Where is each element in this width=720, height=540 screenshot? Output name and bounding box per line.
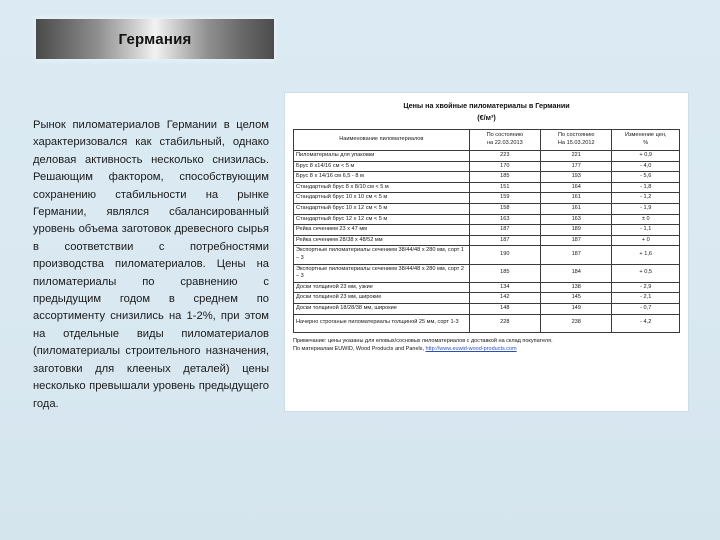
cell-2012: 187 xyxy=(541,246,612,264)
column-header-2012 xyxy=(541,130,612,151)
cell-2013: 159 xyxy=(469,193,540,204)
cell-change: - 5,6 xyxy=(612,172,680,183)
column-header-2013-line1: По состоянию xyxy=(486,132,524,139)
cell-change: + 0,5 xyxy=(612,264,680,282)
cell-name: Экспортные пиломатериалы сечением 38/44/48 x 280 мм, сорт 1 – 3 xyxy=(294,246,470,264)
cell-2012: 221 xyxy=(541,151,612,162)
cell-2013: 228 xyxy=(469,314,540,332)
cell-2013: 185 xyxy=(469,264,540,282)
table-row xyxy=(294,161,680,172)
cell-2013: 163 xyxy=(469,214,540,225)
cell-2013: 185 xyxy=(469,172,540,183)
cell-2012: 189 xyxy=(541,225,612,236)
table-row xyxy=(294,225,680,236)
price-table-panel xyxy=(285,93,688,411)
table-row xyxy=(294,314,680,332)
cell-change: - 4,2 xyxy=(612,314,680,332)
cell-2013: 151 xyxy=(469,182,540,193)
cell-2012: 145 xyxy=(541,293,612,304)
table-row xyxy=(294,264,680,282)
cell-change: + 1,6 xyxy=(612,246,680,264)
table-row xyxy=(294,235,680,246)
price-table xyxy=(293,129,680,333)
column-header-2013-line2: на 22.03.2013 xyxy=(486,140,523,146)
cell-2012: 193 xyxy=(541,172,612,183)
cell-2013: 158 xyxy=(469,203,540,214)
slide-title-banner xyxy=(36,19,274,59)
cell-name: Рейка сечением 28/38 x 48/52 мм xyxy=(294,235,470,246)
table-note xyxy=(293,337,680,354)
cell-2012: 149 xyxy=(541,303,612,314)
cell-name: Рейка сечением 23 x 47 мм xyxy=(294,225,470,236)
column-header-name xyxy=(294,130,470,151)
cell-2012: 184 xyxy=(541,264,612,282)
cell-change: + 0,9 xyxy=(612,151,680,162)
table-row xyxy=(294,303,680,314)
cell-2012: 161 xyxy=(541,203,612,214)
cell-2012: 164 xyxy=(541,182,612,193)
cell-change: - 2,1 xyxy=(612,293,680,304)
table-title-text: Цены на хвойные пиломатериалы в Германии xyxy=(403,101,570,110)
cell-2013: 170 xyxy=(469,161,540,172)
cell-name: Стандартный брус 8 x 8/10 см < 5 м xyxy=(294,182,470,193)
cell-name: Брус 8 x 14/16 см 6,5 - 8 м xyxy=(294,172,470,183)
column-header-change-line1: Изменение цен, xyxy=(624,132,667,139)
cell-name: Доски толщиной 23 мм, узкие xyxy=(294,282,470,293)
cell-change: - 2,9 xyxy=(612,282,680,293)
table-row xyxy=(294,151,680,162)
cell-2013: 223 xyxy=(469,151,540,162)
cell-2012: 187 xyxy=(541,235,612,246)
table-note-text: Примечание: цены указаны для еловых/сосновых пиломатериалов с доставкой на склад покупателя. xyxy=(293,337,553,344)
cell-name: Стандартный брус 10 x 12 см < 5 м xyxy=(294,203,470,214)
column-header-change-line2: % xyxy=(643,140,649,146)
table-row xyxy=(294,282,680,293)
cell-2013: 148 xyxy=(469,303,540,314)
column-header-change xyxy=(612,130,680,151)
table-row xyxy=(294,182,680,193)
table-source xyxy=(293,345,680,353)
table-title xyxy=(293,100,680,123)
cell-name: Брус 8 x14/16 см < 5 м xyxy=(294,161,470,172)
cell-change: ± 0 xyxy=(612,214,680,225)
cell-2013: 187 xyxy=(469,235,540,246)
cell-change: - 0,7 xyxy=(612,303,680,314)
cell-2012: 177 xyxy=(541,161,612,172)
cell-name: Доски толщиной 23 мм, широкие xyxy=(294,293,470,304)
cell-2013: 190 xyxy=(469,246,540,264)
cell-name: Доски толщиной 18/28/38 мм, широкие xyxy=(294,303,470,314)
cell-2012: 161 xyxy=(541,193,612,204)
table-row xyxy=(294,203,680,214)
table-header-row xyxy=(294,130,680,151)
column-header-2012-line1: По состоянию xyxy=(557,132,595,139)
cell-2013: 134 xyxy=(469,282,540,293)
cell-name: Пиломатериалы для упаковки xyxy=(294,151,470,162)
table-source-prefix: По материалам EUWID, Wood Products and Panels, xyxy=(293,345,426,352)
cell-change: - 1,8 xyxy=(612,182,680,193)
body-paragraph: Рынок пиломатериалов Германии в целом характеризовался как стабильный, однако деловая активность несколько снизилась. Решающим фактором, способствующим сохранению стабильности на рынке Германии, являлся сбалансированный уровень объема заготовок древесного сырья в соответствии с потребностями производства пиломатериалов. Цены на пиломатериалы по сравнению с предыдущим годом в среднем по ассортименту снизились на 1-2%, при этом на отдельные виды пиломатериалов (пиломатериалы строительного назначения, заготовки для клееных деталей) цены несколько превышали уровень предыдущего года. xyxy=(33,119,269,410)
table-row xyxy=(294,193,680,204)
table-row xyxy=(294,214,680,225)
column-header-name-line1: Наименование пиломатериалов xyxy=(339,136,424,143)
cell-change: - 1,1 xyxy=(612,225,680,236)
cell-2012: 238 xyxy=(541,314,612,332)
source-link[interactable]: http://www.euwid-wood-products.com xyxy=(425,345,517,352)
cell-name: Стандартный брус 10 x 10 см < 5 м xyxy=(294,193,470,204)
table-body xyxy=(294,151,680,333)
table-row xyxy=(294,172,680,183)
cell-2012: 163 xyxy=(541,214,612,225)
cell-change: - 1,9 xyxy=(612,203,680,214)
cell-change: + 0 xyxy=(612,235,680,246)
table-header xyxy=(294,130,680,151)
column-header-2012-line2: На 15.03.2012 xyxy=(557,140,595,146)
cell-name: Стандартный брус 12 x 12 см < 5 м xyxy=(294,214,470,225)
cell-change: - 1,2 xyxy=(612,193,680,204)
table-title-units: (€/м³) xyxy=(477,113,496,122)
cell-2012: 138 xyxy=(541,282,612,293)
cell-change: - 4,0 xyxy=(612,161,680,172)
cell-2013: 142 xyxy=(469,293,540,304)
page-title: Германия xyxy=(118,30,192,48)
cell-2013: 187 xyxy=(469,225,540,236)
column-header-2013 xyxy=(469,130,540,151)
table-row xyxy=(294,293,680,304)
cell-name: Экспортные пиломатериалы сечением 38/44/48 x 280 мм, сорт 2 – 3 xyxy=(294,264,470,282)
cell-name: Начерно строганые пиломатериалы толщиной 25 мм, сорт 1-3 xyxy=(294,314,470,332)
table-row xyxy=(294,246,680,264)
